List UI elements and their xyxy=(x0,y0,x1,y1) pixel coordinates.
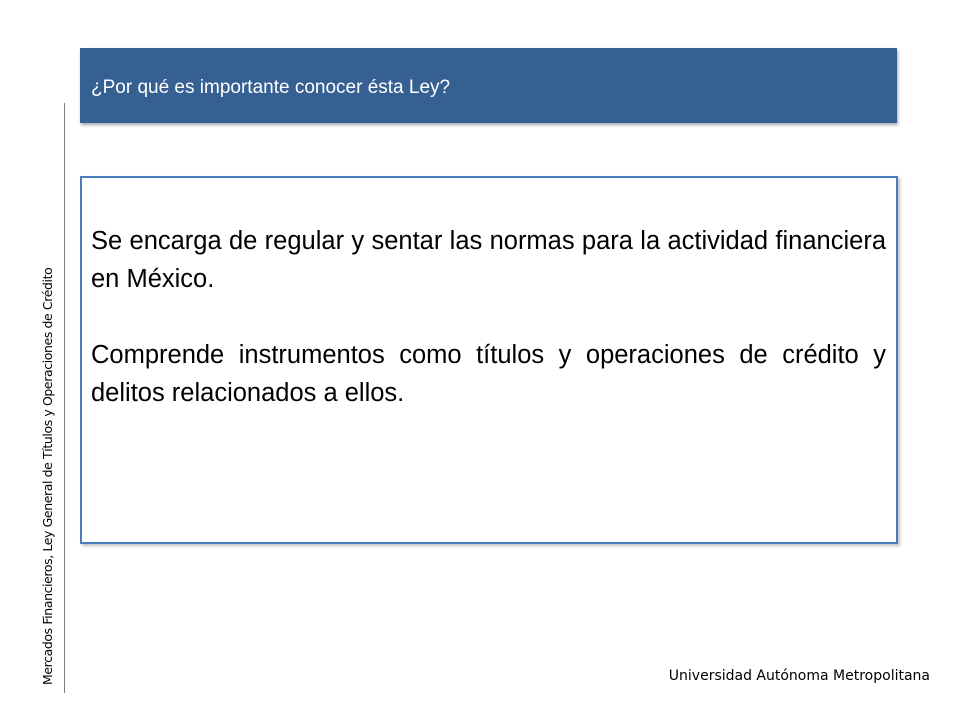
content-box xyxy=(80,176,898,544)
slide-title: ¿Por qué es importante conocer ésta Ley? xyxy=(91,77,451,98)
side-divider xyxy=(64,103,65,693)
side-label: Mercados Financieros, Ley General de Títulos y Operaciones de Crédito xyxy=(40,267,55,685)
title-bar xyxy=(80,48,897,123)
paragraph-regulation: Se encarga de regular y sentar las normas para la actividad financiera en México. xyxy=(91,227,886,293)
paragraph-instruments: Comprende instrumentos como títulos y operaciones de crédito y delitos relacionados a ellos. xyxy=(91,341,886,407)
content-body xyxy=(91,222,886,412)
footer-institution: Universidad Autónoma Metropolitana xyxy=(668,668,930,684)
